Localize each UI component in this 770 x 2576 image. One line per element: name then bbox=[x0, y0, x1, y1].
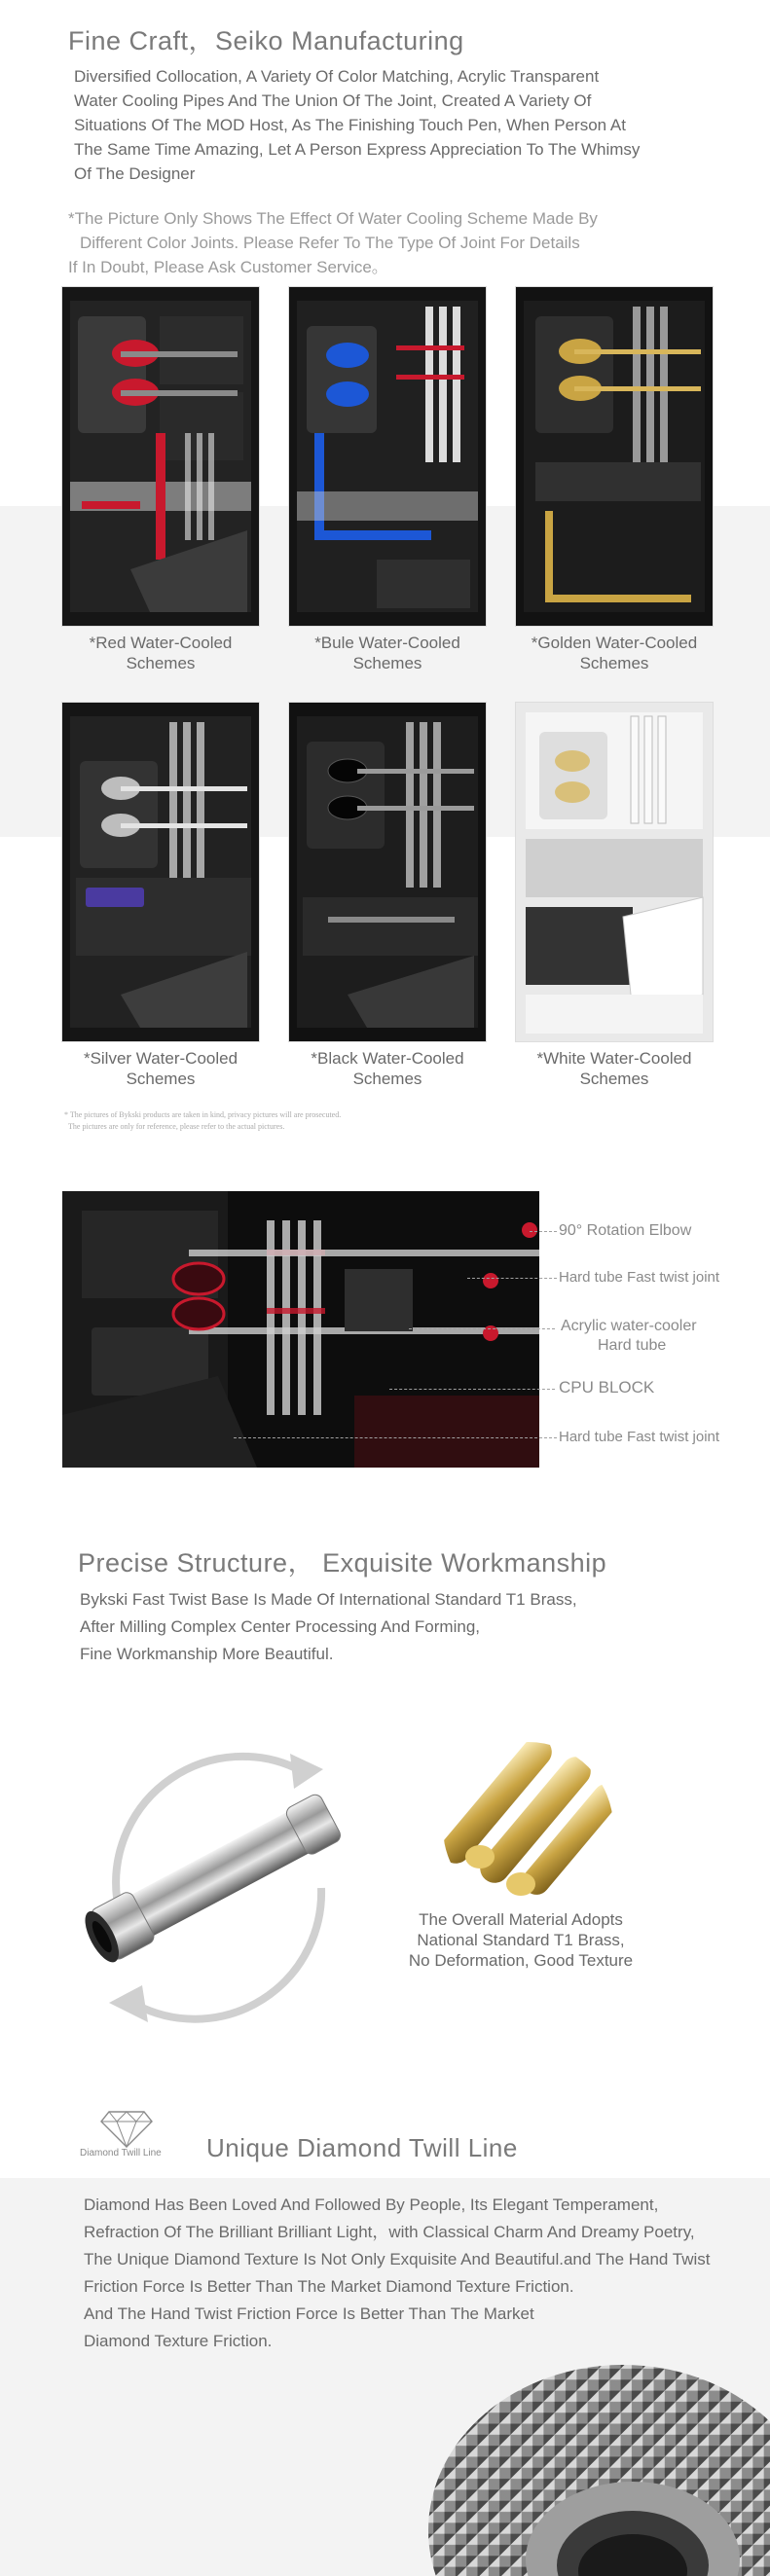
caption-line: Schemes bbox=[352, 1070, 422, 1088]
diamond-body-line: Friction Force Is Better Than The Market Diamond Texture Friction. bbox=[84, 2277, 574, 2296]
callout-hard-tube: Hard tube bbox=[598, 1337, 667, 1354]
diamond-knurl-photo bbox=[389, 2336, 770, 2576]
scheme-caption bbox=[53, 1048, 269, 1089]
material-line: The Overall Material Adopts bbox=[419, 1910, 623, 1929]
diamond-icon bbox=[97, 2102, 156, 2151]
craft-intro-line: Water Cooling Pipes And The Union Of The Joint, Created A Variety Of bbox=[74, 91, 592, 110]
caption-line: Schemes bbox=[126, 1070, 196, 1088]
callout-leader-line bbox=[389, 1389, 555, 1390]
material-line: No Deformation, Good Texture bbox=[408, 1951, 634, 1970]
caption-line: Schemes bbox=[579, 1070, 649, 1088]
callout-leader-line bbox=[530, 1231, 557, 1232]
craft-intro-line: Situations Of The MOD Host, As The Finishing Touch Pen, When Person At bbox=[74, 116, 626, 134]
golden-scheme-photo bbox=[516, 287, 713, 626]
precise-body-line: Bykski Fast Twist Base Is Made Of International Standard T1 Brass, bbox=[80, 1590, 577, 1609]
precise-body-line: After Milling Complex Center Processing And Forming, bbox=[80, 1617, 480, 1636]
silver-scheme-photo bbox=[62, 703, 259, 1041]
craft-note-line: Different Color Joints. Please Refer To The Type Of Joint For Details bbox=[80, 234, 580, 252]
caption-line: Schemes bbox=[579, 654, 649, 672]
brass-rods-photo bbox=[443, 1742, 613, 1912]
diamond-body-line: And The Hand Twist Friction Force Is Better Than The Market bbox=[84, 2304, 534, 2323]
callout-twist-joint-top: Hard tube Fast twist joint bbox=[559, 1269, 720, 1286]
scheme-caption bbox=[498, 633, 730, 673]
diamond-logo-label: Diamond Twill Line bbox=[80, 2148, 162, 2159]
white-scheme-photo bbox=[516, 703, 713, 1041]
scheme-caption bbox=[498, 1048, 730, 1089]
scheme-caption bbox=[53, 633, 269, 673]
blue-scheme-photo bbox=[289, 287, 486, 626]
diamond-title: Unique Diamond Twill Line bbox=[206, 2133, 518, 2162]
callout-leader-line bbox=[409, 1328, 555, 1329]
fitting-render bbox=[58, 1713, 370, 2034]
callout-acrylic-cooler: Acrylic water-cooler bbox=[561, 1318, 697, 1334]
caption-line: Schemes bbox=[352, 654, 422, 672]
diamond-body-line: The Unique Diamond Texture Is Not Only Exquisite And Beautiful.and The Hand Twist bbox=[84, 2250, 711, 2268]
precise-title: Precise Structure， Exquisite Workmanship bbox=[78, 1548, 607, 1578]
craft-intro-line: Diversified Collocation, A Variety Of Color Matching, Acrylic Transparent bbox=[74, 67, 600, 86]
callout-leader-line bbox=[467, 1278, 557, 1279]
craft-intro bbox=[74, 64, 736, 186]
craft-title: Fine Craft，Seiko Manufacturing bbox=[68, 26, 464, 55]
caption-line: *Red Water-Cooled bbox=[89, 634, 233, 652]
craft-note-line: If In Doubt, Please Ask Customer Service。 bbox=[68, 258, 388, 276]
material-caption bbox=[370, 1909, 672, 1971]
caption-line: *Silver Water-Cooled bbox=[83, 1049, 238, 1068]
black-scheme-photo bbox=[289, 703, 486, 1041]
callout-rotation-elbow: 90° Rotation Elbow bbox=[559, 1222, 692, 1239]
diamond-body bbox=[84, 2192, 765, 2355]
material-line: National Standard T1 Brass, bbox=[417, 1931, 625, 1949]
craft-note-line: *The Picture Only Shows The Effect Of Water Cooling Scheme Made By bbox=[68, 209, 598, 228]
caption-line: *Black Water-Cooled bbox=[311, 1049, 464, 1068]
caption-line: *White Water-Cooled bbox=[536, 1049, 692, 1068]
callout-leader-line bbox=[234, 1437, 557, 1438]
callout-twist-joint-bottom: Hard tube Fast twist joint bbox=[559, 1429, 720, 1445]
caption-line: Schemes bbox=[126, 654, 196, 672]
craft-intro-line: Of The Designer bbox=[74, 164, 196, 183]
diamond-body-line: Diamond Texture Friction. bbox=[84, 2332, 273, 2350]
craft-intro-line: The Same Time Amazing, Let A Person Express Appreciation To The Whimsy bbox=[74, 140, 641, 159]
diamond-body-line: Refraction Of The Brilliant Brilliant Light，with Classical Charm And Dreamy Poetry, bbox=[84, 2223, 695, 2241]
precise-body-line: Fine Workmanship More Beautiful. bbox=[80, 1645, 334, 1663]
disclaimer-line: * The pictures of Bykski products are taken in kind, privacy pictures will are prosecuted. bbox=[64, 1110, 342, 1119]
caption-line: *Bule Water-Cooled bbox=[314, 634, 460, 652]
disclaimer-line: The pictures are only for reference, please refer to the actual pictures. bbox=[68, 1122, 285, 1131]
scheme-caption bbox=[279, 633, 495, 673]
craft-note bbox=[68, 206, 730, 279]
red-scheme-photo bbox=[62, 287, 259, 626]
components-photo bbox=[62, 1191, 539, 1468]
disclaimer bbox=[64, 1109, 551, 1133]
precise-body bbox=[80, 1586, 703, 1668]
scheme-caption bbox=[279, 1048, 495, 1089]
caption-line: *Golden Water-Cooled bbox=[531, 634, 698, 652]
diamond-body-line: Diamond Has Been Loved And Followed By People, Its Elegant Temperament, bbox=[84, 2195, 659, 2214]
callout-cpu-block: CPU BLOCK bbox=[559, 1378, 655, 1397]
